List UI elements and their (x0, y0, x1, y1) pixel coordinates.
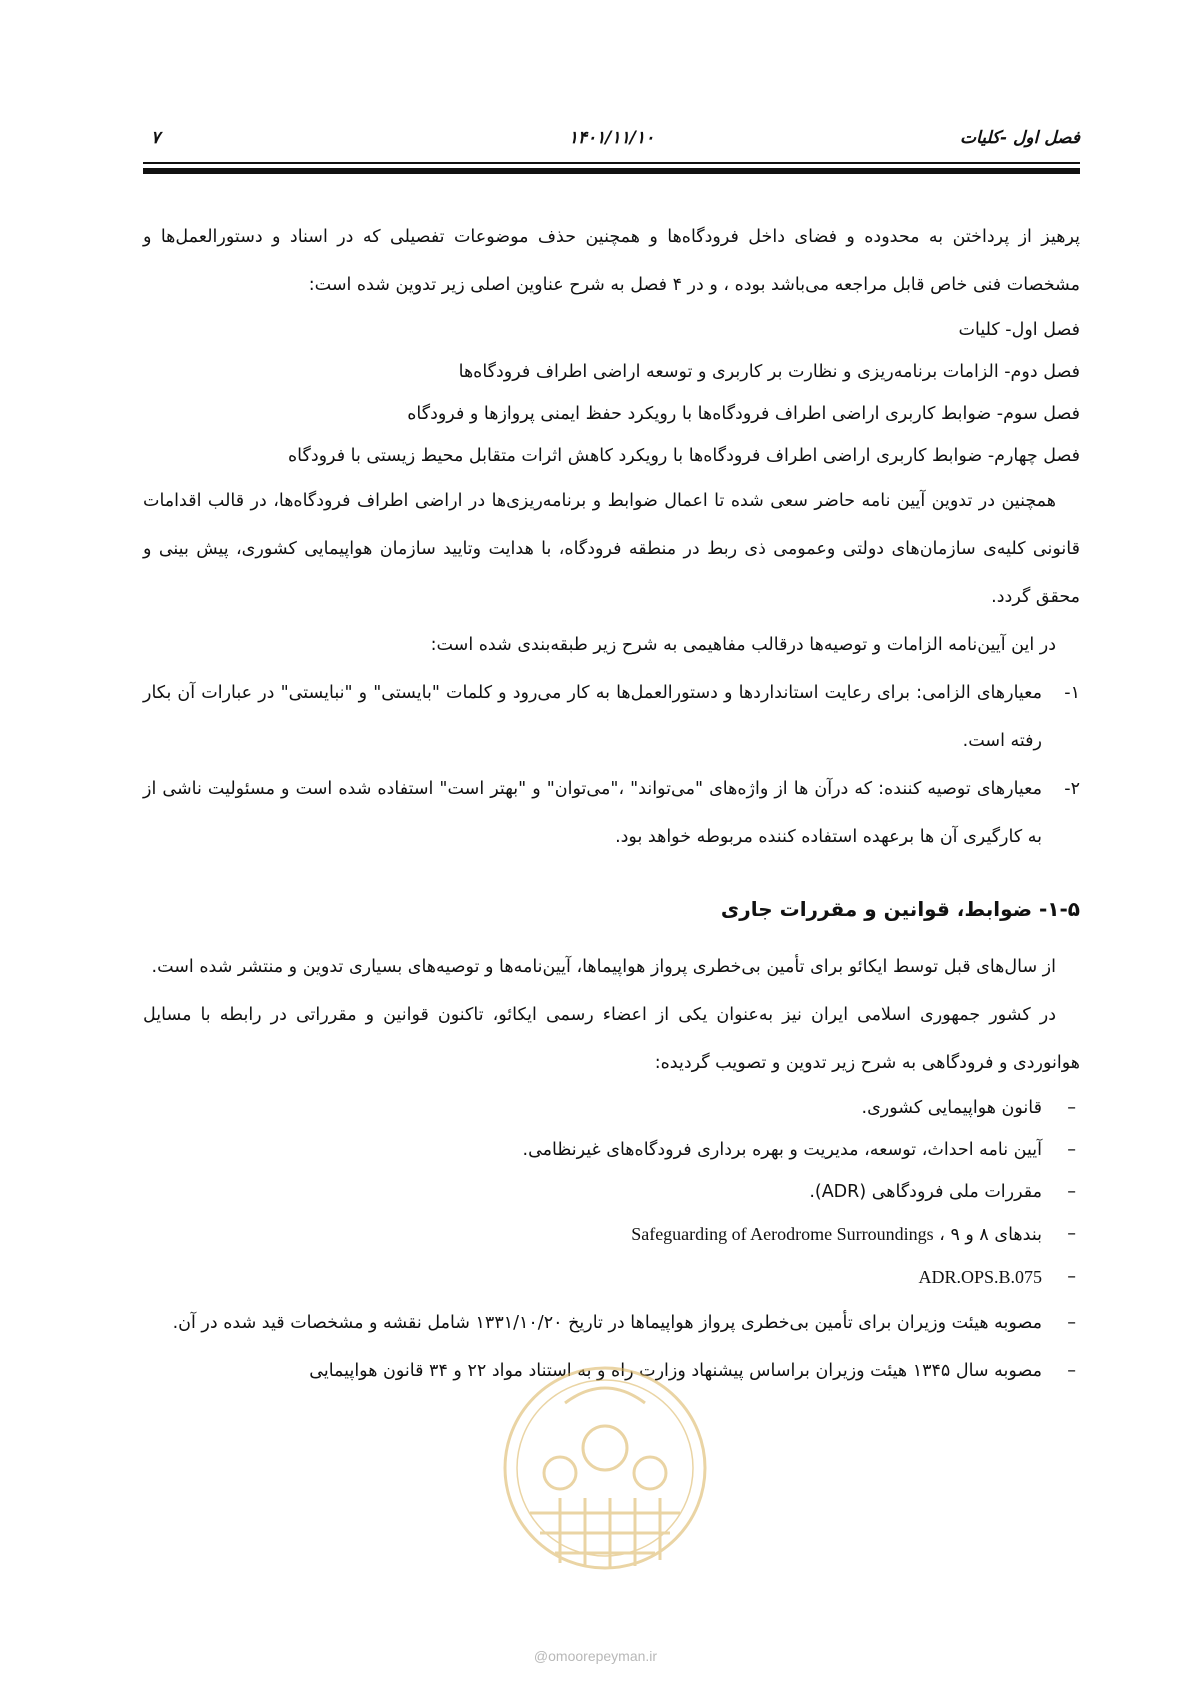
list-item-latin-text: ADR.OPS.B.075 (918, 1267, 1042, 1287)
header-chapter-title: فصل اول -کلیات (960, 128, 1080, 148)
page-header (143, 128, 1080, 152)
dash-bullet: – (1067, 1361, 1076, 1381)
chapter-line: فصل چهارم- ضوابط کاربری اراضی اطراف فرودگاه‌ها با رویکرد کاهش اثرات متقابل محیط زیستی با فرودگاه (287, 446, 1080, 466)
dash-bullet: – (1067, 1182, 1076, 1202)
list-item (143, 1129, 1080, 1171)
item-number: ۲- (1064, 779, 1080, 799)
dash-bullet: – (1067, 1098, 1076, 1118)
numbered-list (143, 669, 1080, 861)
header-date: ۱۴۰۱/۱۱/۱۰ (568, 128, 655, 148)
dash-bullet: – (1067, 1224, 1076, 1244)
body-paragraph: همچنین در تدوین آیین نامه حاضر سعی شده تا اعمال ضوابط و برنامه‌ریزی‌ها در اراضی اطراف فرودگاه‌ها، در قالب اقدامات قانونی کلیه‌ی سازمان‌های دولتی وعمومی ذی ربط در منطقه فرودگاه، با هدایت وتایید سازمان هواپیمایی کشوری، پیش بینی و محقق گردد. (143, 491, 1080, 607)
list-item (143, 1299, 1080, 1347)
chapter-line: فصل سوم- ضوابط کاربری اراضی اطراف فرودگاه‌ها با رویکرد حفظ ایمنی پروازها و فرودگاه (407, 404, 1080, 424)
list-item-text: مصوبه هیئت وزیران برای تأمین بی‌خطری پرواز هواپیماها در تاریخ ۱۳۳۱/۱۰/۲۰ شامل نقشه و مشخصات قید شده در آن. (172, 1313, 1042, 1333)
item-text: معیارهای توصیه کننده: که درآن ها از واژه‌های "می‌تواند" ،"می‌توان" و "بهتر است" استفاده شده است و مسئولیت ناشی از به کارگیری آن ها برعهده استفاده کننده مربوطه خواهد بود. (143, 779, 1042, 847)
list-item (143, 1171, 1080, 1213)
list-item-text: مصوبه سال ۱۳۴۵ هیئت وزیران براساس پیشنهاد وزارت راه و به استناد مواد ۲۲ و ۳۴ قانون هواپیمایی (309, 1361, 1042, 1381)
chapter-list (143, 309, 1080, 477)
section-heading: ۱-۵- ضوابط، قوانین و مقررات جاری (720, 897, 1080, 921)
list-item-text: آیین نامه احداث، توسعه، مدیریت و بهره برداری فرودگاه‌های غیرنظامی. (522, 1140, 1042, 1160)
body-paragraph: در این آیین‌نامه الزامات و توصیه‌ها درقالب مفاهیمی به شرح زیر طبقه‌بندی شده است: (430, 635, 1056, 655)
body-paragraph: از سال‌های قبل توسط ایکائو برای تأمین بی‌خطری پرواز هواپیماها، آیین‌نامه‌ها و توصیه‌های بسیاری تدوین و منتشر شده است. (151, 957, 1056, 977)
list-item-text: مقررات ملی فرودگاهی (ADR). (809, 1182, 1042, 1202)
page-body (143, 213, 1080, 1395)
numbered-item (143, 765, 1080, 861)
page-number: ۷ (151, 128, 161, 148)
item-text: معیارهای الزامی: برای رعایت استانداردها و دستورالعمل‌ها به کار می‌رود و کلمات "بایستی" و "نبایستی" در عبارات آن بکار رفته است. (143, 683, 1042, 751)
numbered-item (143, 669, 1080, 765)
dash-bullet: – (1067, 1313, 1076, 1333)
list-item (143, 1213, 1080, 1256)
intro-paragraph: پرهیز از پرداختن به محدوده و فضای داخل فرودگاه‌ها و همچنین حذف موضوعات تفصیلی که در اسناد و دستورالعمل‌ها و مشخصات فنی خاص قابل مراجعه می‌باشد بوده ، و در ۴ فصل به شرح عناوین اصلی زیر تدوین شده است: (143, 227, 1080, 295)
watermark-logo-icon (490, 1348, 720, 1588)
list-item-text: قانون هواپیمایی کشوری. (861, 1098, 1042, 1118)
chapter-line: فصل اول- کلیات (958, 320, 1080, 340)
dash-bullet: – (1067, 1140, 1076, 1160)
list-item (143, 1087, 1080, 1129)
list-item-text: بندهای ۸ و ۹ ، (933, 1225, 1042, 1245)
list-item-latin-text: Safeguarding of Aerodrome Surroundings (631, 1224, 934, 1244)
item-number: ۱- (1064, 683, 1080, 703)
header-rule-thin (143, 162, 1080, 164)
chapter-line: فصل دوم- الزامات برنامه‌ریزی و نظارت بر کاربری و توسعه اراضی اطراف فرودگاه‌ها (458, 362, 1080, 382)
dash-bullet: – (1067, 1267, 1076, 1287)
list-item (143, 1256, 1080, 1299)
header-rule-thick (143, 168, 1080, 174)
body-paragraph: در کشور جمهوری اسلامی ایران نیز به‌عنوان یکی از اعضاء رسمی ایکائو، تاکنون قوانین و مقرراتی در رابطه با مسایل هوانوردی و فرودگاهی به شرح زیر تدوین و تصویب گردیده: (143, 1005, 1080, 1073)
watermark-site-text: @omoorepeyman.ir (533, 1648, 658, 1664)
